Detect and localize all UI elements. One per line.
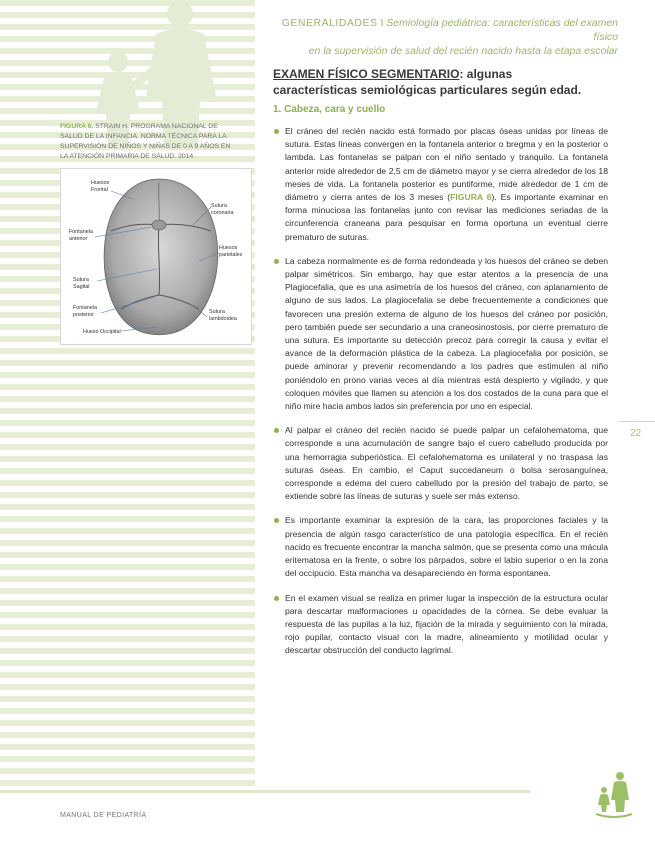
bullet-dot-icon — [274, 129, 279, 134]
label-sutura-coronaria: Sutura coronaria — [211, 203, 234, 216]
header-subtitle-line1: Semiología pediátrica: características del examen físico — [386, 17, 618, 43]
figure-caption — [60, 122, 238, 162]
label-fontanela-anterior: Fontanela anterior — [69, 229, 93, 242]
figure-caption-label: FIGURA 6. — [60, 123, 94, 130]
bullet-text: Es importante examinar la expresión de la cara, las proporciones faciales y la presencia de algún rasgo característico de una patología específica. En el recién nacido es frecuente encontrar la mancha salmón, que se presenta como una mácula eritematosa en la frente, o sobre los párpados, sobre el labio superior o en la zona del occipucio. Esta mancha va desapareciendo en forma espontanea. — [285, 515, 608, 579]
skull-figure — [60, 168, 252, 345]
figure-reference-link[interactable]: FIGURA 6 — [450, 192, 492, 203]
label-huesos-frontal: Huesos Frontal — [91, 180, 110, 193]
page-number: 22 — [630, 428, 642, 439]
bullet-dot-icon — [274, 518, 279, 523]
label-fontanela-posterior: Fontanela posterior — [73, 305, 97, 318]
family-logo-icon — [590, 770, 638, 818]
page-number-rule — [618, 421, 655, 422]
bullet-cefalohematoma — [273, 424, 608, 503]
bottom-divider — [0, 790, 530, 793]
header-separator: I — [380, 17, 384, 29]
label-huesos-parietales: Huesos parietales — [219, 245, 243, 258]
bullet-plagiocefalia — [273, 255, 608, 413]
bullet-dot-icon — [274, 259, 279, 264]
bullet-text: La cabeza normalmente es de forma redondeada y los huesos del cráneo se deben palpar simétricos. Sin embargo, hay que estar atentos a la presencia de una Plagiocefalia, que es una asimetría de los huesos del cráneo, con aplanamiento de alguno de sus lados. La plagiocefalia se debe frecuentemente a condiciones que favorecen una presión externa de alguno de los huesos del cráneo por posición, pero también puede ser secundario a una craneosinostosis, por cierre prematuro de una sutura. Es importante su detección precoz para corregir la causa y evitar el avance de la deformación plástica de la cabeza. La plagiocefalia por posición, se puede aminorar y prevenir recomendando a los padres que estimulen al niño poniéndolo en prono varias veces al día mientras está despierto y vigilado, y que coloquen móviles que llamen su atención a los dos costados de la cuna para que el niño mire hacia ambos lados sin preferencia por uno en especial. — [285, 255, 608, 412]
bullet-examen-visual — [273, 592, 608, 658]
subheading-cabeza-cara-cuello: 1. Cabeza, cara y cuello — [273, 104, 386, 115]
section-title-rest: : algunas — [459, 67, 513, 81]
bullet-text: Al palpar el cráneo del recién nacido se puede palpar un cefalohematoma, que corresponde a una acumulación de sangre bajo el cuero cabelludo producida por una hemorragia subperióstica. El cefalohematoma es unilateral y no traspasa las suturas óseas. En cambio, el Caput succedaneum o bolsa serosanguínea, corresponde a edema del cuero cabelludo por la presión del trabajo de parto, se extiende sobre las líneas de suturas y suele ser más extenso. — [285, 425, 608, 502]
bullet-list — [273, 125, 608, 669]
section-title-underlined: EXAMEN FÍSICO SEGMENTARIO — [273, 67, 460, 81]
bullet-dot-icon — [274, 596, 279, 601]
figure-caption-text: STRAIN H. PROGRAMA NACIONAL DE SALUD DE LA INFANCIA. NORMA TÉCNICA PARA LA SUPERVISIÓN DE NIÑOS Y NIÑAS DE 0 A 9 AÑOS EN LA ATENCIÓN PRIMARIA DE SALUD. 2014. — [60, 123, 231, 160]
bullet-text: El cráneo del recién nacido está formado por placas óseas unidas por líneas de sutura. Estas líneas convergen en la fontanela anterior o bregma y en la posterior o lambda. Las fontanelas se palpan con el niño sentado y tranquilo. La fontanela anterior mide alrededor de 2,5 cm de diámetro mayor y se cierra alrededor de los 18 meses de vida. La fontanela posterior es puntiforme, mide alrededor de 1 cm de diámetro y cierra antes de los 3 meses ( — [285, 126, 608, 203]
section-title — [273, 66, 618, 98]
bullet-cara — [273, 514, 608, 580]
label-hueso-occipital: Hueso Occipital — [83, 329, 121, 335]
section-title-line2: características semiológicas particulares según edad. — [273, 83, 582, 97]
bullet-text: En el examen visual se realiza en primer lugar la inspección de la estructura ocular para descartar malformaciones u opacidades de la córnea. Se debe evaluar la respuesta de las pupilas a la luz, fijación de la mirada y seguimiento con la mirada, rojo pupilar, contacto visual con la madre, alineamiento y motilidad ocular y descartar obstrucción del conducto lagrimal. — [285, 592, 608, 656]
header-subtitle-line2: en la supervisión de salud del recién nacido hasta la etapa escolar — [308, 45, 618, 57]
label-sutura-sagital: Sutura Sagital — [73, 277, 90, 290]
anterior-fontanelle — [152, 220, 166, 230]
label-sutura-lambdoidea: Sutura lambdoidea — [209, 309, 237, 322]
skull-outline — [104, 179, 218, 335]
page-header — [258, 16, 618, 58]
bullet-craneo — [273, 125, 608, 244]
footer-title: MANUAL DE PEDIATRÍA — [60, 812, 147, 819]
header-category: GENERALIDADES — [281, 17, 378, 29]
bullet-text: ). Es importante examinar en forma minuciosa las fontanelas junto con revisar las mediciones seriadas de la circunferencia craneana para pesquisar en forma oportuna un eventual cierre prematuro de suturas. — [285, 192, 608, 242]
bullet-dot-icon — [274, 428, 279, 433]
